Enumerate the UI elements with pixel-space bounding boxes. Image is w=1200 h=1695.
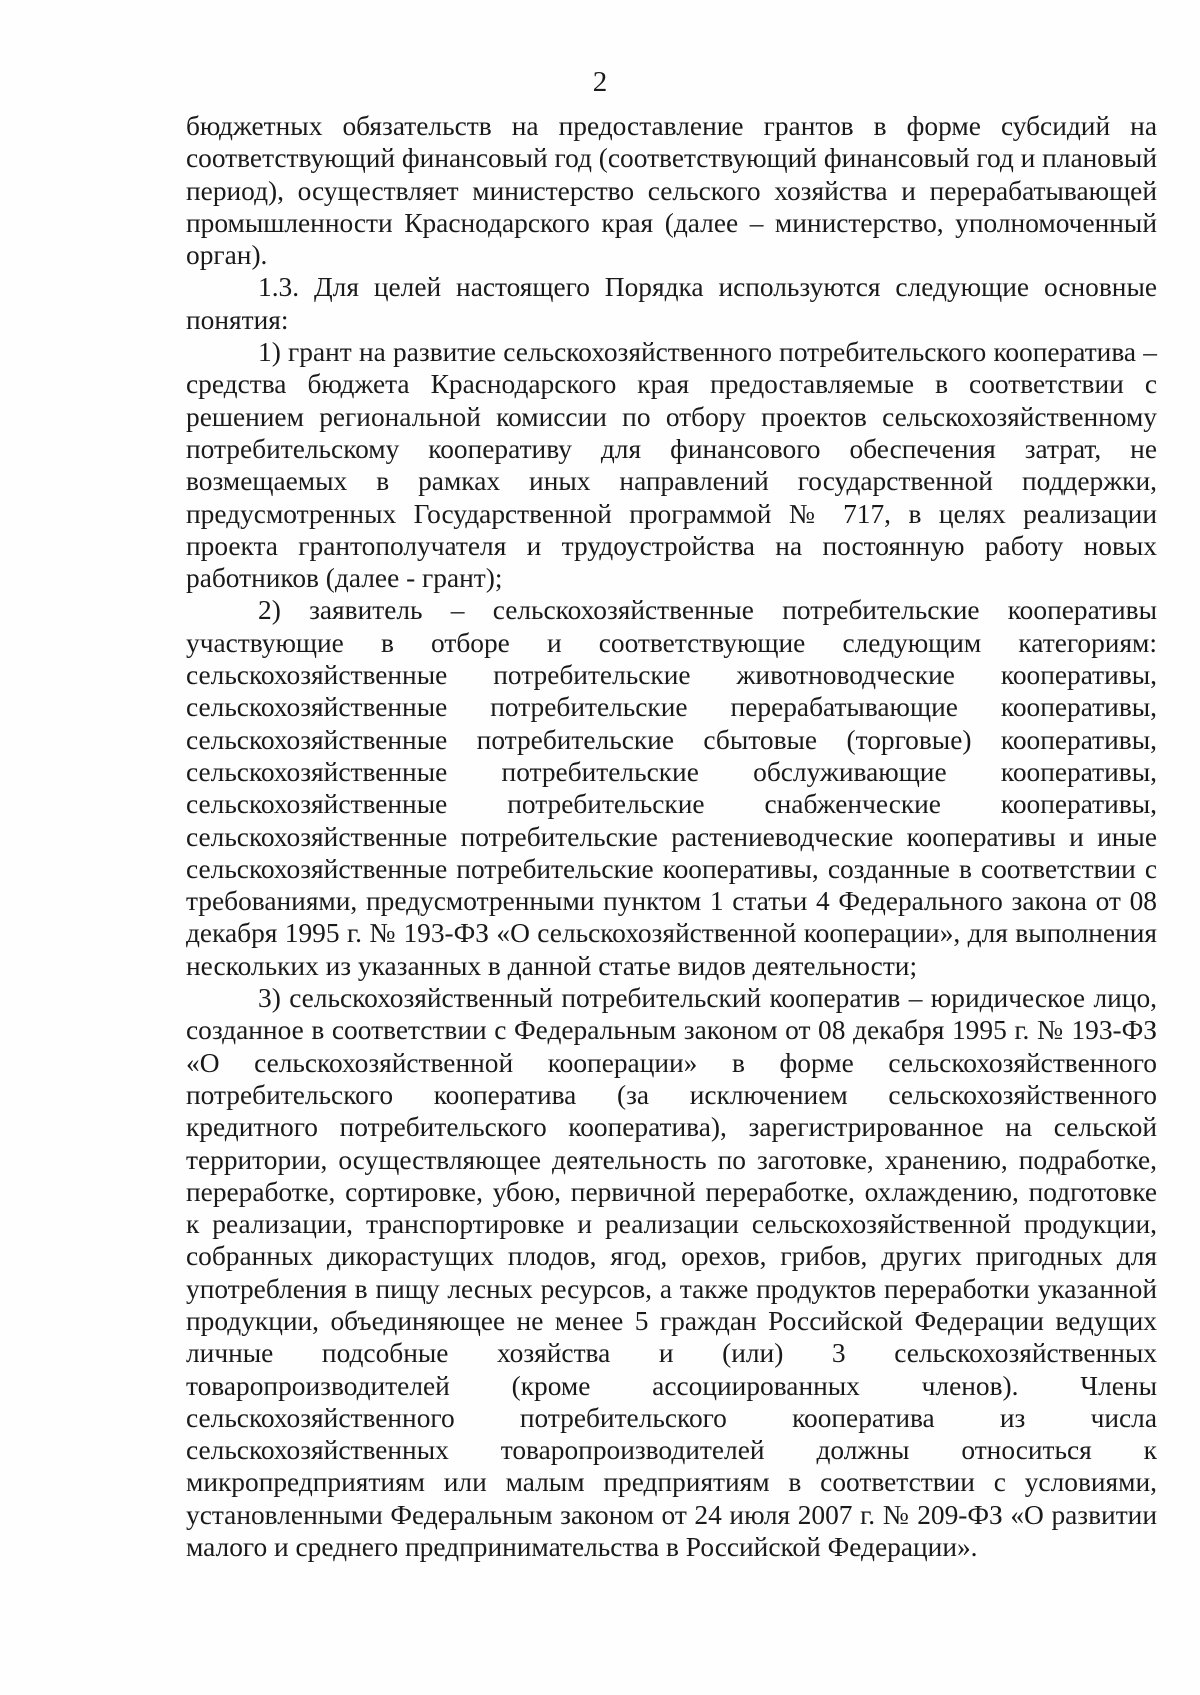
document-body bbox=[186, 110, 1157, 1563]
page-number: 2 bbox=[592, 66, 608, 98]
paragraph-1-3-definitions: 1.3. Для целей настоящего Порядка используются следующие основные понятия: bbox=[186, 272, 1157, 335]
paragraph-definition-grant: 1) грант на развитие сельскохозяйственного потребительского кооператива – средства бюджета Краснодарского края предоставляемые в соответствии с решением региональной комиссии по отбору проектов сельскохозяйственному потребительскому кооперативу для финансового обеспечения затрат, не возмещаемых в рамках иных направлений государственной поддержки, предусмотренных Государственной программой № 717, в целях реализации проекта грантополучателя и трудоустройства на постоянную работу новых работников (далее - грант); bbox=[186, 337, 1157, 594]
paragraph-continuation: бюджетных обязательств на предоставление грантов в форме субсидий на соответствующий финансовый год (соответствующий финансовый год и плановый период), осуществляет министерство сельского хозяйства и перерабатывающей промышленности Краснодарского края (далее – министерство, уполномоченный орган). bbox=[186, 111, 1157, 271]
paragraph-definition-cooperative: 3) сельскохозяйственный потребительский кооператив – юридическое лицо, созданное в соответствии с Федеральным законом от 08 декабря 1995 г. № 193-ФЗ «О сельскохозяйственной кооперации» в форме сельскохозяйственного потребительского кооператива (за исключением сельскохозяйственного кредитного потребительского кооператива), зарегистрированное на сельской территории, осуществляющее деятельность по заготовке, хранению, подработке, переработке, сортировке, убою, первичной переработке, охлаждению, подготовке к реализации, транспортировке и реализации сельскохозяйственной продукции, собранных дикорастущих плодов, ягод, орехов, грибов, других пригодных для употребления в пищу лесных ресурсов, а также продуктов переработки указанной продукции, объединяющее не менее 5 граждан Российской Федерации ведущих личные подсобные хозяйства и (или) 3 сельскохозяйственных товаропроизводителей (кроме ассоциированных членов). Члены сельскохозяйственного потребительского кооператива из числа сельскохозяйственных товаропроизводителей должны относиться к микропредприятиям или малым предприятиям в соответствии с условиями, установленными Федеральным законом от 24 июля 2007 г. № 209-ФЗ «О развитии малого и среднего предпринимательства в Российской Федерации». bbox=[186, 983, 1157, 1563]
paragraph-definition-applicant: 2) заявитель – сельскохозяйственные потребительские кооперативы участвующие в отборе и соответствующие следующим категориям: сельскохозяйственные потребительские животноводческие кооперативы, сельскохозяйственные потребительские перерабатывающие кооперативы, сельскохозяйственные потребительские сбытовые (торговые) кооперативы, сельскохозяйственные потребительские обслуживающие кооперативы, сельскохозяйственные потребительские снабженческие кооперативы, сельскохозяйственные потребительские растениеводческие кооперативы и иные сельскохозяйственные потребительские кооперативы, созданные в соответствии с требованиями, предусмотренными пунктом 1 статьи 4 Федерального закона от 08 декабря 1995 г. № 193-ФЗ «О сельскохозяйственной кооперации», для выполнения нескольких из указанных в данной статье видов деятельности; bbox=[186, 595, 1157, 981]
